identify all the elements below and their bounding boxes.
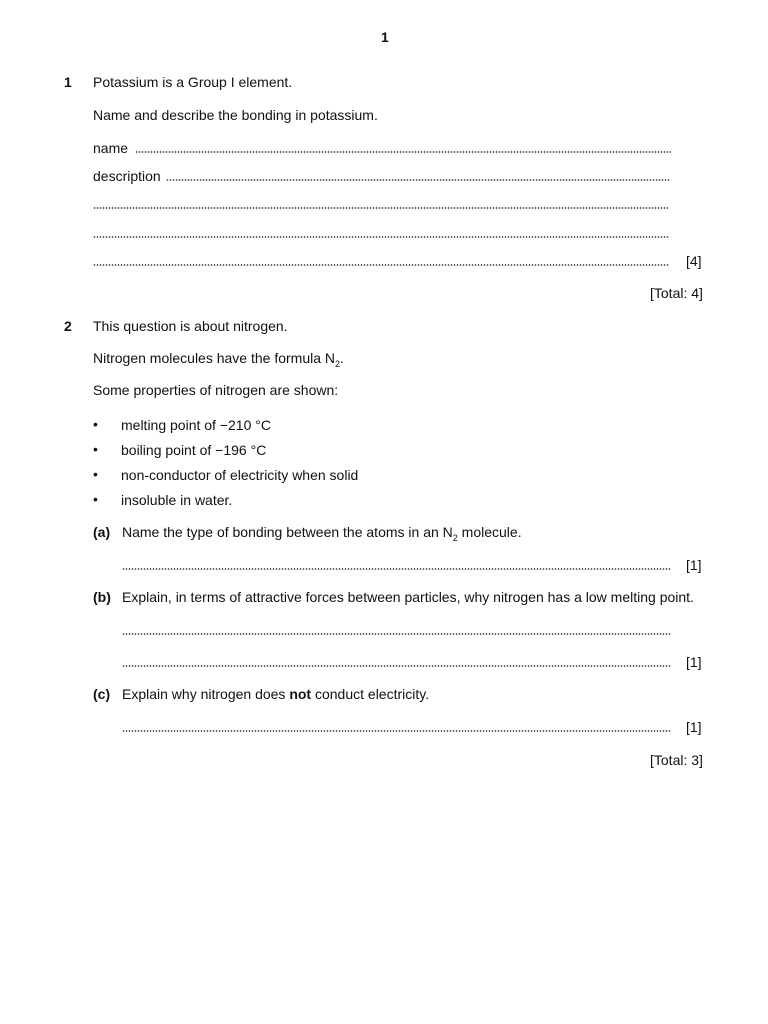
question-2-total: [Total: 3]: [650, 752, 703, 768]
part-b-label: (b): [93, 589, 111, 605]
bullet-marker: •: [93, 466, 98, 482]
bullet-marker: •: [93, 491, 98, 507]
part-b-answer-line[interactable]: [122, 633, 671, 635]
answer-line[interactable]: [93, 236, 669, 238]
part-a-label: (a): [93, 524, 111, 540]
part-c-emphasis: not: [289, 686, 312, 702]
question-1-instruction: Name and describe the bonding in potassium.: [93, 107, 378, 123]
properties-intro: Some properties of nitrogen are shown:: [93, 382, 339, 398]
part-a-text-after: molecule.: [457, 524, 522, 540]
part-a-answer-line[interactable]: [122, 568, 671, 570]
part-a-subscript: 2: [452, 532, 458, 543]
property-item: insoluble in water.: [121, 492, 233, 508]
question-1-number: 1: [64, 74, 72, 90]
bullet-marker: •: [93, 441, 98, 457]
page-number: 1: [381, 29, 389, 45]
part-c-marks: [1]: [686, 719, 702, 735]
name-label: name: [93, 140, 129, 156]
part-b-question: Explain, in terms of attractive forces between particles, why nitrogen has a low melting point.: [122, 589, 694, 605]
question-1-marks: [4]: [686, 253, 702, 269]
question-1-total: [Total: 4]: [650, 285, 703, 301]
formula-end: .: [340, 350, 344, 366]
question-1-intro: Potassium is a Group I element.: [93, 74, 293, 90]
part-a-text-before: Name the type of bonding between the atoms in an N: [122, 524, 453, 540]
part-a-question: [122, 523, 522, 541]
property-item: non-conductor of electricity when solid: [121, 467, 359, 483]
part-c-text-after: conduct electricity.: [311, 686, 430, 702]
part-b-marks: [1]: [686, 654, 702, 670]
question-2-number: 2: [64, 318, 72, 334]
formula-text: Nitrogen molecules have the formula N: [93, 350, 336, 366]
part-c-text-before: Explain why nitrogen does: [122, 686, 290, 702]
answer-line[interactable]: [93, 207, 669, 209]
part-c-question: [122, 685, 429, 703]
description-label: description: [93, 168, 161, 184]
formula-subscript: 2: [335, 358, 341, 369]
part-b-answer-line[interactable]: [122, 665, 671, 667]
part-c-label: (c): [93, 686, 111, 702]
description-answer-line[interactable]: [166, 179, 671, 181]
part-a-marks: [1]: [686, 557, 702, 573]
property-item: melting point of −210 °C: [121, 417, 271, 433]
answer-line[interactable]: [93, 264, 669, 266]
formula-sentence: [93, 349, 344, 367]
question-2-intro: This question is about nitrogen.: [93, 318, 288, 334]
property-item: boiling point of −196 °C: [121, 442, 267, 458]
part-c-answer-line[interactable]: [122, 730, 671, 732]
bullet-marker: •: [93, 416, 98, 432]
name-answer-line[interactable]: [135, 151, 671, 153]
